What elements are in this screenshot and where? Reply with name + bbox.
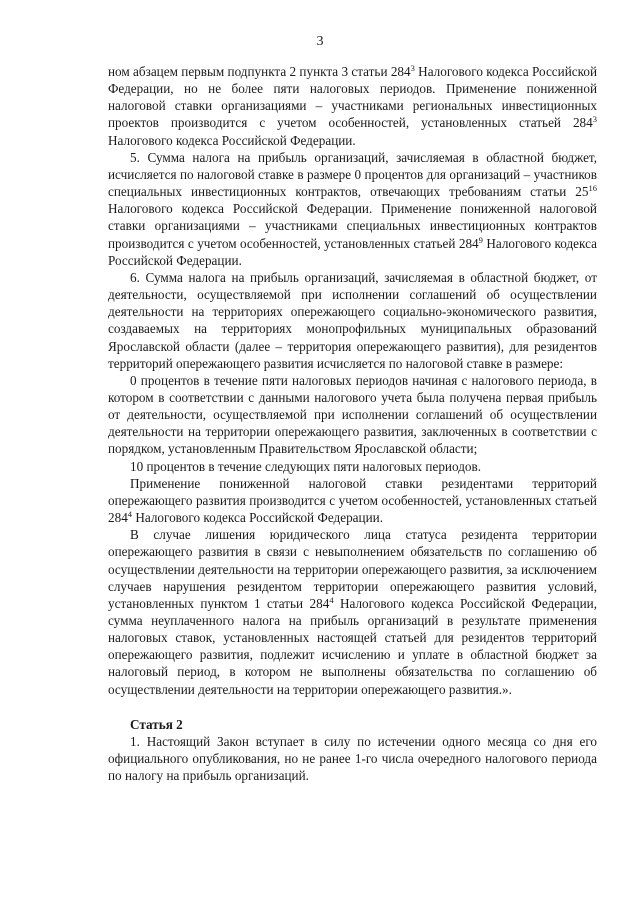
paragraph bbox=[108, 526, 597, 698]
article-1-continuation bbox=[108, 63, 597, 698]
article-heading: Статья 2 bbox=[130, 716, 183, 732]
text-run: Налогового кодекса Российской Федерации. bbox=[108, 132, 356, 148]
text-run: Налогового кодекса Российской Федерации. bbox=[108, 235, 597, 268]
document-body bbox=[108, 63, 597, 784]
superscript: 9 bbox=[478, 234, 483, 245]
page-number: 3 bbox=[316, 34, 324, 49]
text-run: Применение пониженной налоговой ставки резидентами территорий опережающего развития производится с учетом особенностей, установленных статьей 284 bbox=[108, 475, 597, 526]
paragraph bbox=[108, 475, 597, 526]
text-run: 5. Сумма налога на прибыль организаций, зачисляемая в областной бюджет, исчисляется по налоговой ставке в размере 0 процентов для организаций – участников специальных инвестиционных контрактов, отвечающих требованиям статьи 25 bbox=[108, 149, 597, 200]
text-run: Налогового кодекса Российской Федерации, сумма неуплаченного налога на прибыль организаций в результате применения налоговых ставок, установленных настоящей статьей для резидентов территорий опережающего развития, подлежит исчислению и уплате в областной бюджет за налоговый период, в котором не выполнены обязательства по соглашению об осуществлении деятельности на территории опережающего развития.». bbox=[108, 595, 597, 697]
text-run: 10 процентов в течение следующих пяти налоговых периодов. bbox=[130, 458, 482, 474]
paragraph bbox=[108, 733, 597, 784]
superscript: 16 bbox=[588, 183, 597, 194]
article-2-body bbox=[108, 733, 597, 784]
text-run: Налогового кодекса Российской Федерации, но не более пяти налоговых периодов. Применение пониженной налоговой ставки организациями – участниками региональных инвестиционных проектов производится с учетом особенностей, установленных статьей 284 bbox=[108, 64, 598, 131]
superscript: 3 bbox=[410, 63, 415, 73]
text-run: ном абзацем первым подпункта 2 пункта 3 статьи 284 bbox=[108, 64, 411, 79]
text-run: 6. Сумма налога на прибыль организаций, зачисляемая в областной бюджет, от деятельности, осуществляемой при исполнении соглашений об осуществлении деятельности на территориях опережающего социально-экономического развития, создаваемых на территориях монопрофильных муниципальных образований Ярославской области (далее – территория опережающего развития), для резидентов территорий опережающего развития исчисляется по налоговой ставке в размере: bbox=[108, 269, 597, 371]
text-run: 1. Настоящий Закон вступает в силу по истечении одного месяца со дня его официального опубликования, но не ранее 1-го числа очередного налогового периода по налогу на прибыль организаций. bbox=[108, 733, 597, 784]
text-run: Налогового кодекса Российской Федерации. Применение пониженной налоговой ставки организациями – участниками специальных инвестиционных контрактов производится с учетом особенностей, установленных статьей 284 bbox=[108, 201, 597, 251]
text-run: В случае лишения юридического лица статуса резидента территории опережающего развития в связи с невыполнением обязательств по соглашению об осуществлении деятельности на территории опережающего развития, за исключением случаев нарушения резидентом территории опережающего развития условий, установленных пунктом 1 статьи 284 bbox=[108, 527, 597, 611]
superscript: 4 bbox=[127, 509, 133, 520]
paragraph bbox=[108, 372, 597, 458]
paragraph bbox=[108, 269, 597, 372]
text-run: 0 процентов в течение пяти налоговых периодов начиная с налогового периода, в котором в соответствии с данными налогового учета была получена первая прибыль от деятельности, осуществляемой при исполнении соглашений об осуществлении деятельности на территории опережающего развития, заключенных в соответствии с порядком, установленным Правительством Ярославской области; bbox=[108, 372, 597, 457]
text-run: Налогового кодекса Российской Федерации. bbox=[132, 510, 383, 526]
paragraph bbox=[108, 63, 597, 149]
superscript: 4 bbox=[329, 594, 334, 605]
paragraph bbox=[108, 149, 597, 269]
paragraph bbox=[108, 458, 597, 475]
superscript: 3 bbox=[592, 114, 597, 125]
